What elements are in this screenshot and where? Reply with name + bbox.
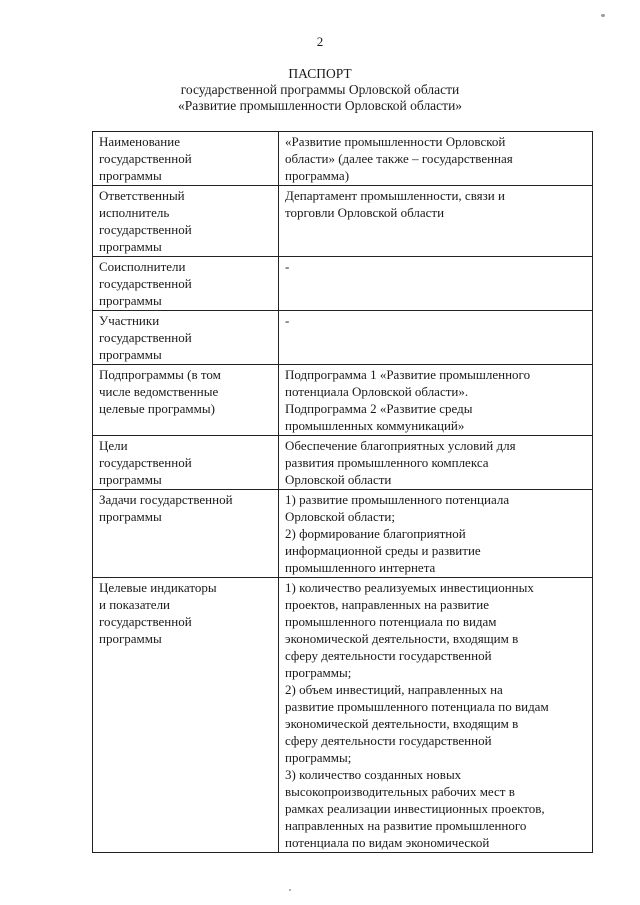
row-value-cell <box>279 365 593 436</box>
label-line: Целевые индикаторы <box>99 580 217 595</box>
value-line: экономической деятельности, входящим в <box>285 631 519 646</box>
passport-row <box>93 365 593 436</box>
label-line: числе ведомственные <box>99 384 219 399</box>
row-label-cell <box>93 132 279 186</box>
label-line: Подпрограммы (в том <box>99 367 221 382</box>
row-label-cell <box>93 311 279 365</box>
value-line: Орловской области <box>285 472 392 487</box>
label-line: государственной <box>99 330 192 345</box>
row-value-cell <box>279 311 593 365</box>
value-line: - <box>285 313 290 328</box>
label-line: исполнитель <box>99 205 170 220</box>
passport-row <box>93 490 593 578</box>
value-line: Департамент промышленности, связи и <box>285 188 505 203</box>
label-line: Ответственный <box>99 188 185 203</box>
value-line: области» (далее также – государственная <box>285 151 513 166</box>
passport-row <box>93 132 593 186</box>
value-line: торговли Орловской области <box>285 205 445 220</box>
value-line: - <box>285 259 290 274</box>
value-line: развития промышленного комплекса <box>285 455 489 470</box>
passport-row <box>93 436 593 490</box>
value-line: экономической деятельности, входящим в <box>285 716 519 731</box>
row-label-cell <box>93 436 279 490</box>
label-line: Задачи государственной <box>99 492 233 507</box>
row-value-cell <box>279 436 593 490</box>
value-line: программа) <box>285 168 350 183</box>
value-line: сферу деятельности государственной <box>285 648 492 663</box>
title-line-3: «Развитие промышленности Орловской области» <box>177 98 463 113</box>
passport-row <box>93 257 593 311</box>
document-title <box>0 66 640 114</box>
value-line: промышленного интернета <box>285 560 436 575</box>
passport-row <box>93 311 593 365</box>
label-line: Соисполнители <box>99 259 186 274</box>
label-line: программы <box>99 509 162 524</box>
title-line-2: государственной программы Орловской области <box>180 82 460 97</box>
value-line: развитие промышленного потенциала по видам <box>285 699 549 714</box>
value-line: потенциала Орловской области». <box>285 384 469 399</box>
passport-row <box>93 186 593 257</box>
label-line: Наименование <box>99 134 180 149</box>
value-line: промышленного потенциала по видам <box>285 614 497 629</box>
scan-speck <box>289 889 291 891</box>
value-line: высокопроизводительных рабочих мест в <box>285 784 515 799</box>
value-line: потенциала по видам экономической <box>285 835 490 850</box>
passport-table <box>92 131 593 853</box>
value-line: 1) количество реализуемых инвестиционных <box>285 580 534 595</box>
label-line: и показатели <box>99 597 171 612</box>
value-line: Орловской области; <box>285 509 395 524</box>
value-line: направленных на развитие промышленного <box>285 818 527 833</box>
row-label-cell <box>93 365 279 436</box>
row-label-cell <box>93 257 279 311</box>
value-line: рамках реализации инвестиционных проектов, <box>285 801 545 816</box>
value-line: Обеспечение благоприятных условий для <box>285 438 516 453</box>
row-value-cell <box>279 578 593 853</box>
label-line: программы <box>99 472 162 487</box>
value-line: 2) формирование благоприятной <box>285 526 466 541</box>
value-line: проектов, направленных на развитие <box>285 597 489 612</box>
row-label-cell <box>93 578 279 853</box>
row-value-cell <box>279 132 593 186</box>
value-line: программы; <box>285 750 352 765</box>
label-line: Участники <box>99 313 160 328</box>
row-value-cell <box>279 490 593 578</box>
value-line: Подпрограмма 2 «Развитие среды <box>285 401 473 416</box>
row-value-cell <box>279 186 593 257</box>
title-line-1: ПАСПОРТ <box>288 66 352 81</box>
value-line: программы; <box>285 665 352 680</box>
row-label-cell <box>93 490 279 578</box>
label-line: программы <box>99 631 162 646</box>
label-line: государственной <box>99 151 192 166</box>
label-line: государственной <box>99 614 192 629</box>
value-line: сферу деятельности государственной <box>285 733 492 748</box>
label-line: государственной <box>99 222 192 237</box>
row-label-cell <box>93 186 279 257</box>
passport-row <box>93 578 593 853</box>
value-line: «Развитие промышленности Орловской <box>285 134 506 149</box>
value-line: информационной среды и развитие <box>285 543 481 558</box>
value-line: 1) развитие промышленного потенциала <box>285 492 510 507</box>
label-line: Цели <box>99 438 128 453</box>
value-line: Подпрограмма 1 «Развитие промышленного <box>285 367 531 382</box>
value-line: 2) объем инвестиций, направленных на <box>285 682 503 697</box>
label-line: программы <box>99 293 162 308</box>
label-line: государственной <box>99 455 192 470</box>
page-number: 2 <box>316 34 324 49</box>
value-line: промышленных коммуникаций» <box>285 418 465 433</box>
value-line: 3) количество созданных новых <box>285 767 462 782</box>
label-line: программы <box>99 347 162 362</box>
scan-speck <box>601 14 605 17</box>
label-line: программы <box>99 239 162 254</box>
label-line: программы <box>99 168 162 183</box>
label-line: государственной <box>99 276 192 291</box>
row-value-cell <box>279 257 593 311</box>
label-line: целевые программы) <box>99 401 215 416</box>
